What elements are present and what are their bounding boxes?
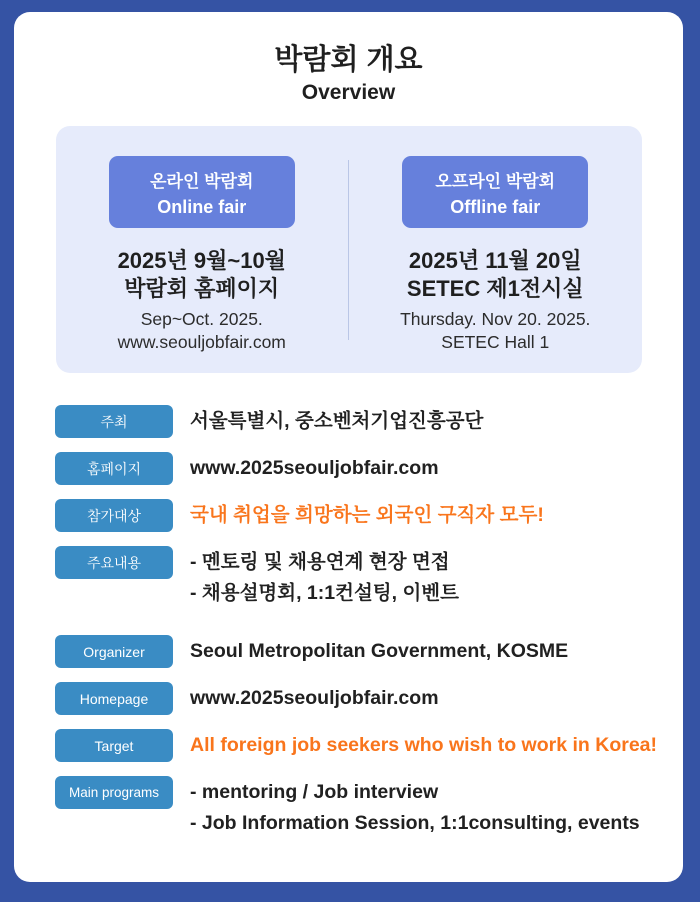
- page-title: 박람회 개요: [274, 44, 423, 76]
- info-label-badge: 참가대상: [55, 499, 173, 532]
- offline-fair-column: [349, 126, 642, 373]
- info-value: [190, 682, 439, 714]
- info-section-korean: [55, 405, 683, 609]
- info-row-organizer: [55, 635, 683, 668]
- offline-fair-details-en: [400, 308, 590, 354]
- info-value-line: - Job Information Session, 1:1consulting, events: [190, 812, 640, 834]
- info-value-line: - 멘토링 및 채용연계 현장 면접: [190, 551, 450, 573]
- offline-fair-date-en: Thursday. Nov 20. 2025.: [400, 309, 591, 329]
- online-fair-details-en: [118, 308, 286, 354]
- online-fair-date-en: Sep~Oct. 2025.: [140, 309, 263, 329]
- info-value-line: www.2025seouljobfair.com: [190, 687, 439, 709]
- online-fair-column: [56, 126, 349, 373]
- offline-fair-venue-ko: SETEC 제1전시실: [406, 276, 584, 301]
- info-value: [190, 635, 568, 667]
- info-row-programs-ko: [55, 546, 683, 609]
- online-fair-button[interactable]: [109, 156, 295, 228]
- info-value: [190, 546, 459, 609]
- info-label-badge: Main programs: [55, 776, 173, 809]
- online-fair-label-en: Online fair: [157, 196, 247, 217]
- info-value-highlight: [190, 729, 657, 761]
- info-value-line: 서울특별시, 중소벤처기업진흥공단: [190, 410, 484, 432]
- info-row-target-ko: [55, 499, 683, 532]
- info-value-highlight: [190, 499, 544, 531]
- online-fair-url: www.seouljobfair.com: [117, 332, 286, 352]
- info-row-homepage-en: [55, 682, 683, 715]
- info-row-programs-en: [55, 776, 683, 839]
- info-value-line: - mentoring / Job interview: [190, 781, 439, 803]
- offline-fair-label-ko: 오프라인 박람회: [435, 171, 556, 191]
- online-fair-date-ko: 2025년 9월~10월: [117, 248, 286, 273]
- info-value: [190, 405, 483, 437]
- info-label-badge: Target: [55, 729, 173, 762]
- content-card: [14, 12, 683, 882]
- page-subtitle: Overview: [301, 81, 396, 104]
- info-value-line: www.2025seouljobfair.com: [190, 457, 439, 479]
- info-label-badge: Homepage: [55, 682, 173, 715]
- info-label-badge: Organizer: [55, 635, 173, 668]
- offline-fair-button[interactable]: [402, 156, 588, 228]
- page-header: [14, 12, 683, 105]
- info-row-homepage-ko: [55, 452, 683, 485]
- info-value-line: All foreign job seekers who wish to work in Korea!: [190, 734, 658, 756]
- info-label-badge: 주요내용: [55, 546, 173, 579]
- info-value: [190, 452, 439, 484]
- info-row-host: [55, 405, 683, 438]
- info-value-line: - 채용설명회, 1:1컨설팅, 이벤트: [190, 582, 459, 604]
- offline-fair-details-ko: [407, 247, 584, 303]
- info-label-badge: 홈페이지: [55, 452, 173, 485]
- info-section-english: [55, 635, 683, 839]
- info-label-badge: 주최: [55, 405, 173, 438]
- offline-fair-venue-en: SETEC Hall 1: [441, 332, 550, 352]
- info-row-target-en: [55, 729, 683, 762]
- online-fair-details-ko: [118, 247, 286, 303]
- offline-fair-date-ko: 2025년 11월 20일: [408, 248, 582, 273]
- info-value: [190, 776, 640, 839]
- info-value-line: Seoul Metropolitan Government, KOSME: [190, 640, 569, 662]
- info-value-line: 국내 취업을 희망하는 외국인 구직자 모두!: [190, 504, 544, 526]
- offline-fair-label-en: Offline fair: [450, 196, 541, 217]
- online-fair-label-ko: 온라인 박람회: [150, 171, 254, 191]
- online-fair-venue-ko: 박람회 홈페이지: [124, 276, 280, 301]
- fair-overview-panel: [56, 126, 642, 373]
